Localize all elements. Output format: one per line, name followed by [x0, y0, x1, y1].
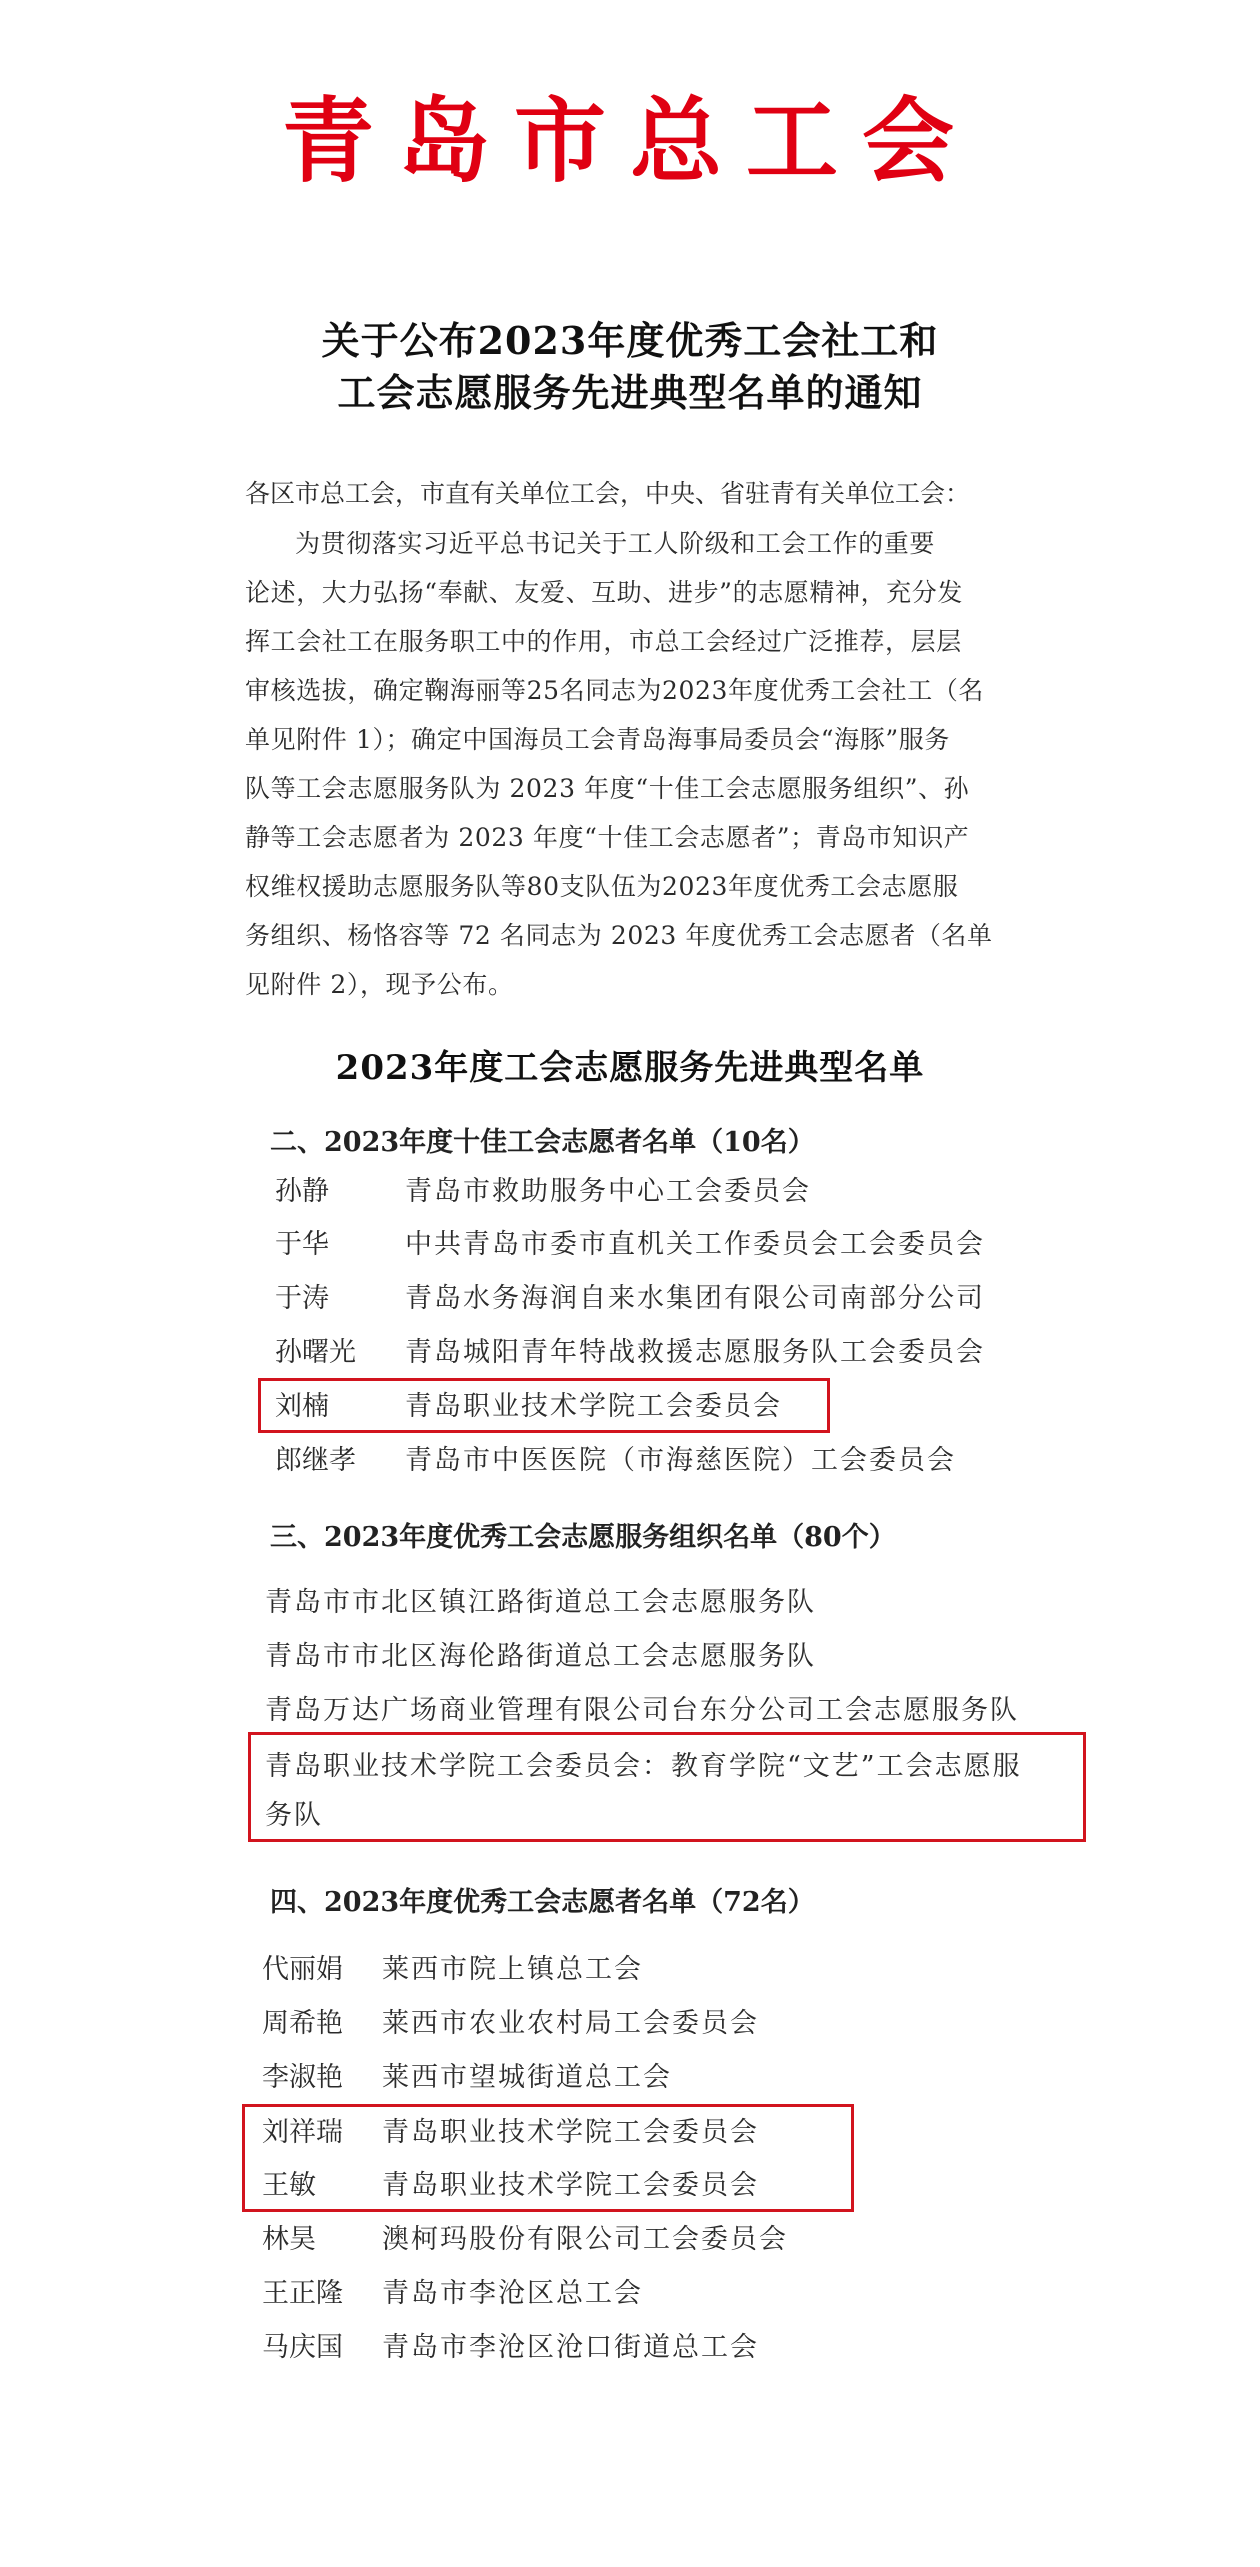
notice-title-line1: 关于公布2023年度优秀工会社工和 — [321, 318, 939, 363]
person-organization: 莱西市农业农村局工会委员会 — [382, 2008, 759, 2039]
list-item — [275, 1281, 985, 1317]
person-name: 于涛 — [275, 1283, 329, 1314]
body-paragraph-line: 见附件 2），现予公布。 — [245, 970, 514, 999]
person-name: 于华 — [275, 1229, 329, 1260]
person-organization: 青岛职业技术学院工会委员会 — [382, 2117, 759, 2148]
person-organization: 澳柯玛股份有限公司工会委员会 — [382, 2224, 788, 2255]
organization-item: 青岛市市北区镇江路街道总工会志愿服务队 — [265, 1587, 816, 1618]
person-name: 马庆国 — [262, 2332, 343, 2363]
body-paragraph-line: 论述，大力弘扬“奉献、友爱、互助、进步”的志愿精神，充分发 — [245, 578, 963, 607]
organization-item-continued: 务队 — [265, 1800, 323, 1831]
person-name: 孙静 — [275, 1176, 329, 1207]
section2-heading: 二、2023年度十佳工会志愿者名单（10名） — [270, 1127, 815, 1158]
person-name: 王敏 — [262, 2170, 316, 2201]
body-paragraph-line: 挥工会社工在服务职工中的作用，市总工会经过广泛推荐，层层 — [245, 627, 962, 656]
list-item — [275, 1227, 985, 1263]
list-item — [262, 2276, 643, 2312]
person-organization: 青岛职业技术学院工会委员会 — [405, 1391, 782, 1422]
person-organization: 青岛水务海润自来水集团有限公司南部分公司 — [405, 1283, 985, 1314]
salutation: 各区市总工会，市直有关单位工会，中央、省驻青有关单位工会： — [245, 479, 971, 508]
highlight-box — [258, 1378, 830, 1433]
organization-item: 青岛市市北区海伦路街道总工会志愿服务队 — [265, 1641, 816, 1672]
person-organization: 青岛市李沧区沧口街道总工会 — [382, 2332, 759, 2363]
list-item — [275, 1335, 985, 1371]
person-organization: 莱西市院上镇总工会 — [382, 1954, 643, 1985]
person-organization: 莱西市望城街道总工会 — [382, 2062, 672, 2093]
list-item — [262, 1952, 643, 1988]
organization-item: 青岛职业技术学院工会委员会：教育学院“文艺”工会志愿服 — [265, 1751, 1022, 1782]
list-item — [262, 2060, 672, 2096]
person-name: 郎继孝 — [275, 1445, 356, 1476]
person-name: 代丽娟 — [262, 1954, 343, 1985]
person-organization: 青岛市救助服务中心工会委员会 — [405, 1176, 811, 1207]
person-organization: 中共青岛市委市直机关工作委员会工会委员会 — [405, 1229, 985, 1260]
list-title: 2023年度工会志愿服务先进典型名单 — [335, 1048, 925, 1088]
notice-title-line2: 工会志愿服务先进典型名单的通知 — [337, 370, 923, 415]
body-paragraph-line: 静等工会志愿者为 2023 年度“十佳工会志愿者”；青岛市知识产 — [245, 823, 970, 852]
person-name: 刘祥瑞 — [262, 2117, 343, 2148]
list-item — [262, 2168, 759, 2204]
person-name: 孙曙光 — [275, 1337, 356, 1368]
list-item — [262, 2222, 788, 2258]
letterhead: 青岛市总工会 — [281, 87, 978, 195]
list-item — [275, 1174, 811, 1210]
person-organization: 青岛市李沧区总工会 — [382, 2278, 643, 2309]
person-name: 周希艳 — [262, 2008, 343, 2039]
list-item — [262, 2115, 759, 2151]
list-item — [262, 2006, 759, 2042]
list-item — [262, 2330, 759, 2366]
body-paragraph-line: 为贯彻落实习近平总书记关于工人阶级和工会工作的重要 — [295, 529, 936, 558]
section4-heading: 四、2023年度优秀工会志愿者名单（72名） — [270, 1887, 815, 1918]
body-paragraph-line: 权维权援助志愿服务队等80支队伍为2023年度优秀工会志愿服 — [245, 872, 959, 901]
list-item — [275, 1443, 956, 1479]
body-paragraph-line: 审核选拔，确定鞠海丽等25名同志为2023年度优秀工会社工（名 — [245, 676, 985, 705]
person-organization: 青岛城阳青年特战救援志愿服务队工会委员会 — [405, 1337, 985, 1368]
person-name: 林昊 — [262, 2224, 316, 2255]
section3-heading: 三、2023年度优秀工会志愿服务组织名单（80个） — [270, 1522, 896, 1553]
person-name: 王正隆 — [262, 2278, 343, 2309]
body-paragraph-line: 队等工会志愿服务队为 2023 年度“十佳工会志愿服务组织”、孙 — [245, 774, 970, 803]
body-paragraph-line: 务组织、杨恪容等 72 名同志为 2023 年度优秀工会志愿者（名单 — [245, 921, 993, 950]
person-organization: 青岛市中医医院（市海慈医院）工会委员会 — [405, 1445, 956, 1476]
body-paragraph-line: 单见附件 1）；确定中国海员工会青岛海事局委员会“海豚”服务 — [245, 725, 950, 754]
person-name: 刘楠 — [275, 1391, 329, 1422]
organization-item: 青岛万达广场商业管理有限公司台东分公司工会志愿服务队 — [265, 1695, 1019, 1726]
person-name: 李淑艳 — [262, 2062, 343, 2093]
person-organization: 青岛职业技术学院工会委员会 — [382, 2170, 759, 2201]
